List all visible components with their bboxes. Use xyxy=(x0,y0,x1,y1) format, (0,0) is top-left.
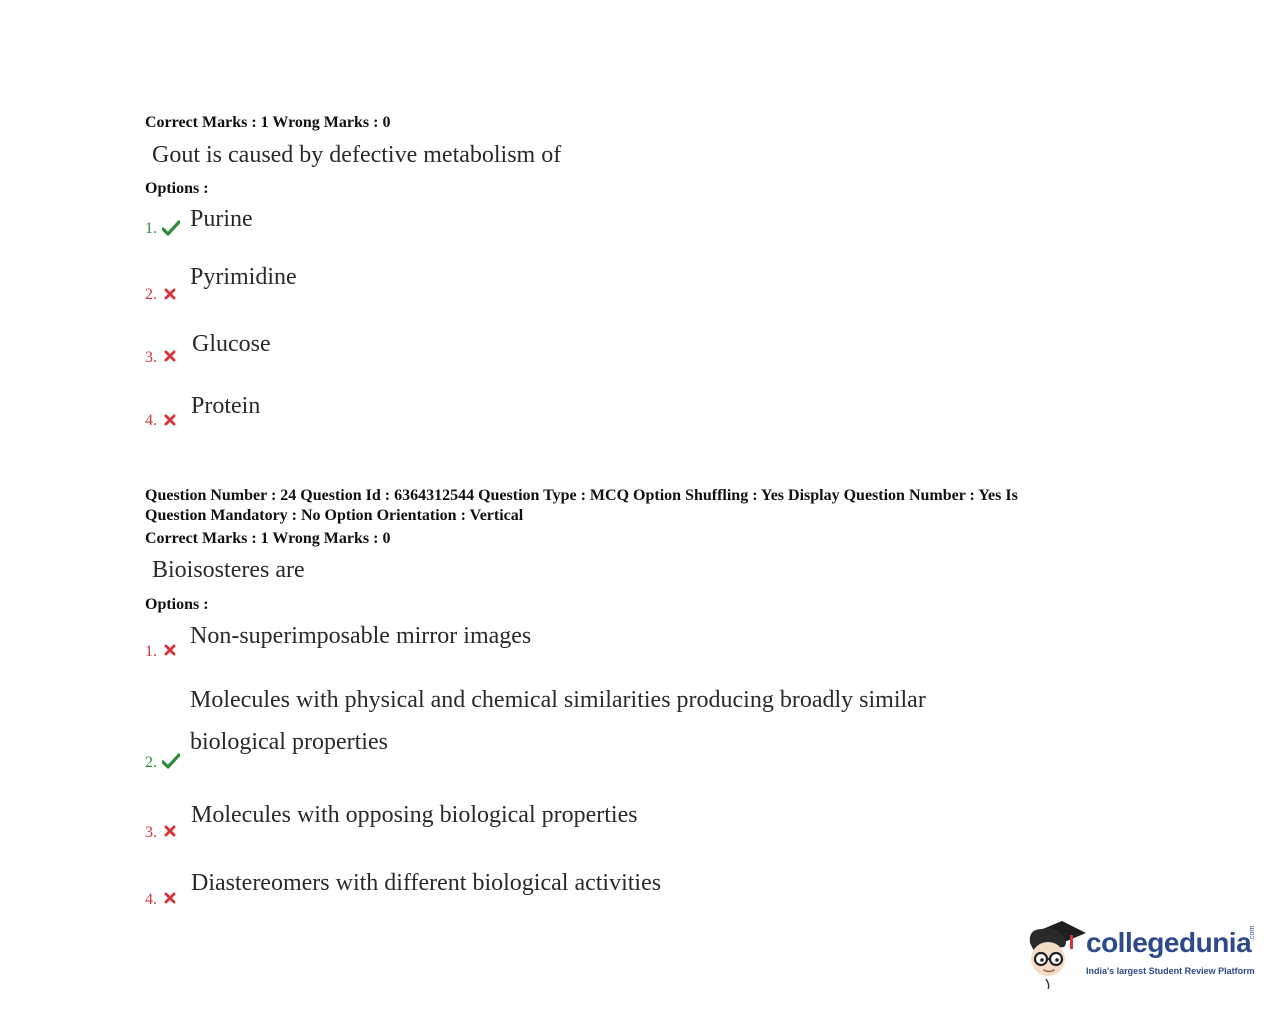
q23-option-3-number: 3. xyxy=(145,349,157,366)
q24-info-line-1: Question Number : 24 Question Id : 6364312544 Question Type : MCQ Option Shuffling : Yes Display Question Number : Yes Is xyxy=(145,487,1018,504)
cross-icon xyxy=(164,349,176,367)
q23-option-4-text: Protein xyxy=(191,393,261,419)
q24-option-1-text: Non-superimposable mirror images xyxy=(190,623,532,649)
q23-option-3-text: Glucose xyxy=(192,331,271,357)
q24-option-2-number: 2. xyxy=(145,754,157,771)
q24-option-4-text: Diastereomers with different biological activities xyxy=(191,870,662,896)
q24-option-1-number: 1. xyxy=(145,643,157,660)
q23-marks: Correct Marks : 1 Wrong Marks : 0 xyxy=(145,114,391,131)
cross-icon xyxy=(164,643,176,661)
check-icon xyxy=(162,753,180,774)
q23-question-text: Gout is caused by defective metabolism of xyxy=(152,142,562,168)
logo-suffix: .com xyxy=(1249,925,1256,941)
collegedunia-logo xyxy=(1022,915,1262,995)
logo-tagline: India's largest Student Review Platform xyxy=(1086,966,1255,976)
q23-option-2-text: Pyrimidine xyxy=(190,264,297,290)
q24-info-line-2: Question Mandatory : No Option Orientation : Vertical xyxy=(145,507,524,524)
q24-option-3-number: 3. xyxy=(145,824,157,841)
q24-question-text: Bioisosteres are xyxy=(152,557,305,583)
q23-options-label: Options : xyxy=(145,180,209,197)
cross-icon xyxy=(164,824,176,842)
q23-option-4-number: 4. xyxy=(145,412,157,429)
q24-option-2-text-line-2: biological properties xyxy=(190,729,388,755)
cross-icon xyxy=(164,287,176,305)
q23-option-1-text: Purine xyxy=(190,206,253,232)
check-icon xyxy=(162,220,180,241)
q23-option-2-number: 2. xyxy=(145,286,157,303)
q24-option-4-number: 4. xyxy=(145,891,157,908)
cross-icon xyxy=(164,891,176,909)
q24-options-label: Options : xyxy=(145,596,209,613)
q24-option-3-text: Molecules with opposing biological properties xyxy=(191,802,638,828)
mascot-icon xyxy=(1024,917,1086,989)
q23-option-1-number: 1. xyxy=(145,220,157,237)
logo-wordmark: collegedunia xyxy=(1086,927,1252,958)
cross-icon xyxy=(164,413,176,431)
q24-option-2-text-line-1: Molecules with physical and chemical similarities producing broadly similar xyxy=(190,687,926,713)
q24-marks: Correct Marks : 1 Wrong Marks : 0 xyxy=(145,530,391,547)
